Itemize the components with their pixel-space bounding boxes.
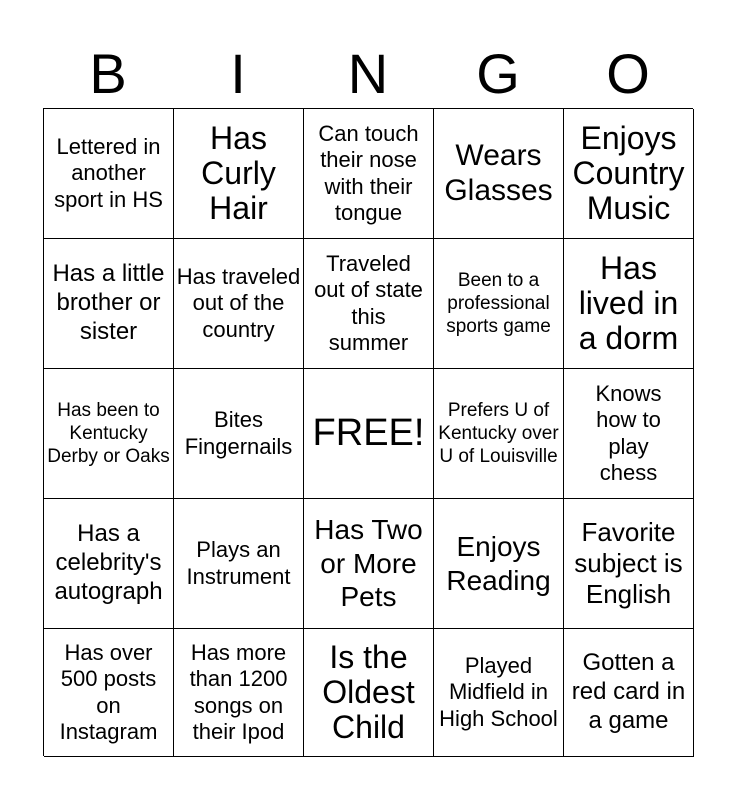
bingo-cell[interactable] xyxy=(304,109,434,239)
cell-text: Been to a professional sports game xyxy=(446,269,551,338)
cell-text: Has a celebrity's autograph xyxy=(54,520,163,605)
cell-text: Has Two or More Pets xyxy=(314,514,423,613)
cell-text: Enjoys Reading xyxy=(446,530,551,596)
cell-text: Has more than 1200 songs on their Ipod xyxy=(189,639,288,744)
cell-text: Bites Fingernails xyxy=(184,407,293,459)
bingo-board xyxy=(43,108,693,756)
bingo-cell[interactable] xyxy=(564,499,694,629)
cell-text: Is the Oldest Child xyxy=(322,638,415,746)
bingo-cell[interactable] xyxy=(174,369,304,499)
bingo-cell[interactable] xyxy=(44,629,174,757)
bingo-cell[interactable] xyxy=(44,499,174,629)
cell-text: Played Midfield in High School xyxy=(439,652,558,731)
bingo-cell[interactable] xyxy=(304,239,434,369)
cell-text: Plays an Instrument xyxy=(186,537,291,589)
cell-text: Can touch their nose with their tongue xyxy=(318,120,419,225)
bingo-cell[interactable] xyxy=(434,109,564,239)
bingo-cell[interactable] xyxy=(44,369,174,499)
cell-text: Enjoys Country Music xyxy=(572,119,685,227)
cell-text: Has Curly Hair xyxy=(201,119,276,227)
header-letter-g: G xyxy=(476,42,520,105)
bingo-cell[interactable] xyxy=(434,239,564,369)
bingo-cell[interactable] xyxy=(174,499,304,629)
bingo-cell[interactable] xyxy=(174,239,304,369)
bingo-cell[interactable] xyxy=(564,109,694,239)
cell-text: Has a little brother or sister xyxy=(52,260,165,345)
header-letter-b: B xyxy=(89,42,127,105)
cell-text: Has lived in a dorm xyxy=(578,249,679,357)
cell-text: Traveled out of state this summer xyxy=(314,250,423,355)
bingo-cell[interactable] xyxy=(304,499,434,629)
cell-text: Lettered in another sport in HS xyxy=(54,133,163,212)
cell-text: Has over 500 posts on Instagram xyxy=(59,639,158,744)
bingo-cell[interactable] xyxy=(174,109,304,239)
bingo-cell[interactable] xyxy=(44,109,174,239)
cell-text: FREE! xyxy=(312,411,425,454)
bingo-cell[interactable] xyxy=(174,629,304,757)
bingo-cell[interactable] xyxy=(304,629,434,757)
cell-text: Wears Glasses xyxy=(444,139,553,207)
bingo-cell[interactable] xyxy=(434,499,564,629)
cell-text: Knows how to play chess xyxy=(595,380,662,485)
bingo-cell[interactable] xyxy=(564,629,694,757)
bingo-cell[interactable] xyxy=(434,629,564,757)
cell-text: Favorite subject is English xyxy=(574,516,683,610)
bingo-cell[interactable] xyxy=(44,239,174,369)
header-letter-o: O xyxy=(606,42,650,105)
cell-text: Prefers U of Kentucky over U of Louisville xyxy=(438,399,559,468)
cell-text: Gotten a red card in a game xyxy=(571,649,686,734)
bingo-cell[interactable] xyxy=(434,369,564,499)
header-letter-i: I xyxy=(230,42,246,105)
bingo-cell[interactable] xyxy=(564,369,694,499)
cell-text: Has traveled out of the country xyxy=(176,263,301,342)
bingo-cell[interactable] xyxy=(304,369,434,499)
header-letter-n: N xyxy=(347,42,389,105)
bingo-cell[interactable] xyxy=(564,239,694,369)
bingo-header xyxy=(43,40,693,108)
cell-text: Has been to Kentucky Derby or Oaks xyxy=(47,399,170,468)
